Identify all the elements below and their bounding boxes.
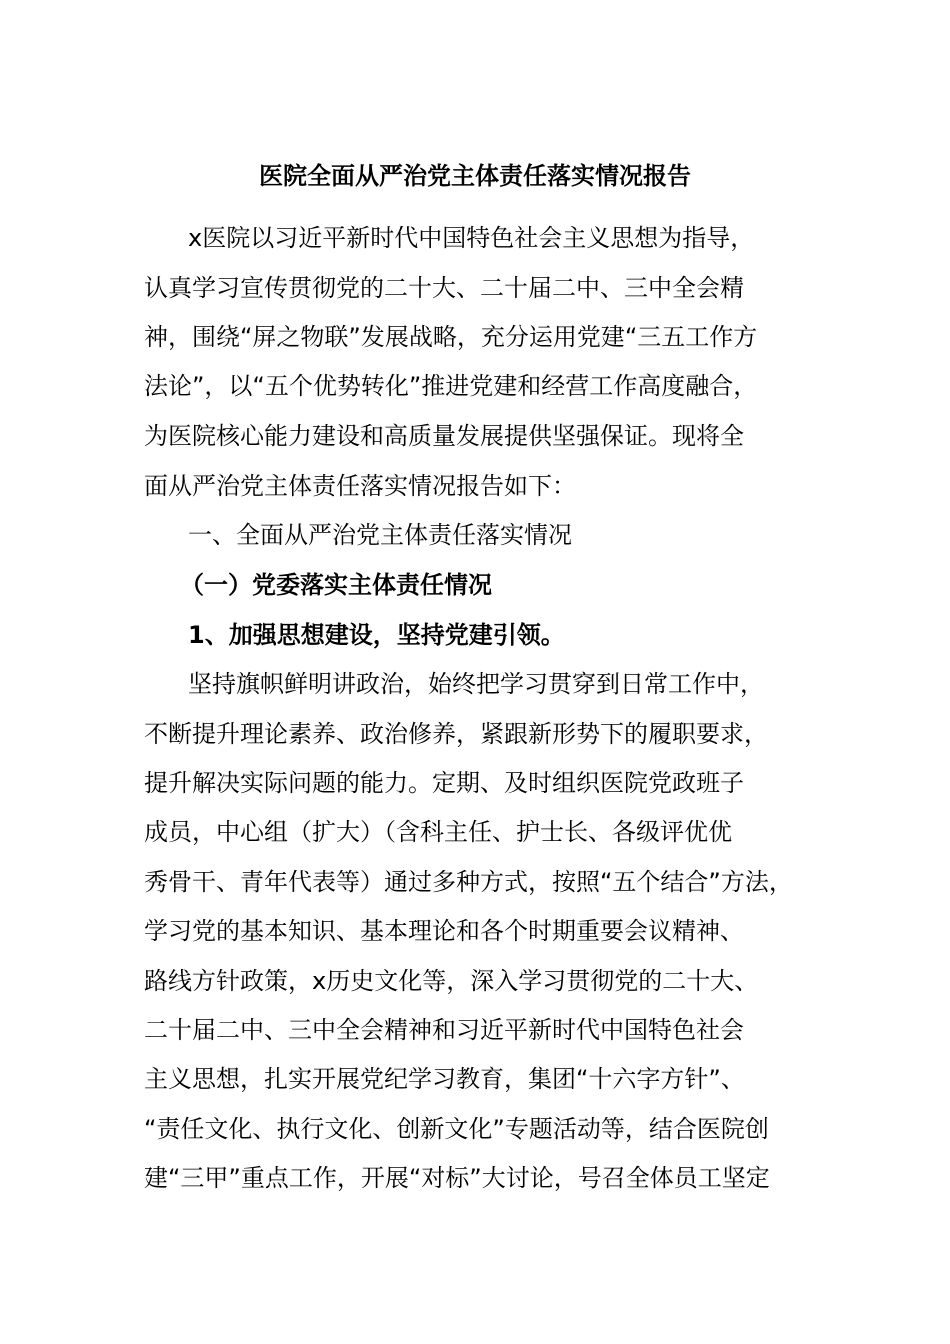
body-line: 建“三甲”重点工作，开展“对标”大讨论，号召全体员工坚定 <box>144 1164 770 1192</box>
body-line: 路线方针政策，x历史文化等，深入学习贯彻党的二十大、 <box>144 967 759 995</box>
intro-line: 认真学习宣传贯彻党的二十大、二十届二中、三中全会精 <box>144 274 744 302</box>
item-heading: 1、加强思想建设，坚持党建引领。 <box>188 621 565 649</box>
body-line: 秀骨干、青年代表等）通过多种方式，按照“五个结合”方法， <box>144 868 793 896</box>
subsection-heading: （一）党委落实主体责任情况 <box>180 571 492 599</box>
body-line: 坚持旗帜鲜明讲政治，始终把学习贯穿到日常工作中， <box>188 670 764 698</box>
body-line: 提升解决实际问题的能力。定期、及时组织医院党政班子 <box>144 769 744 797</box>
document-title: 医院全面从严治党主体责任落实情况报告 <box>259 162 691 190</box>
body-line: 成员，中心组（扩大）（含科主任、护士长、各级评优优 <box>144 818 732 846</box>
body-line: 主义思想，扎实开展党纪学习教育，集团“十六字方针”、 <box>144 1065 745 1093</box>
intro-line: x医院以习近平新时代中国特色社会主义思想为指导， <box>188 224 755 252</box>
intro-line: 面从严治党主体责任落实情况报告如下： <box>144 472 576 500</box>
body-line: 不断提升理论素养、政治修养，紧跟新形势下的履职要求， <box>144 720 768 748</box>
body-line: 二十届二中、三中全会精神和习近平新时代中国特色社会 <box>144 1016 744 1044</box>
intro-line: 法论”，以“五个优势转化”推进党建和经营工作高度融合， <box>144 372 758 400</box>
intro-line: 神，围绕“屏之物联”发展战略，充分运用党建“三五工作方 <box>144 323 758 351</box>
body-line: 学习党的基本知识、基本理论和各个时期重要会议精神、 <box>144 917 744 945</box>
section-heading: 一、全面从严治党主体责任落实情况 <box>188 521 572 549</box>
body-line: “责任文化、执行文化、创新文化”专题活动等，结合医院创 <box>144 1115 769 1143</box>
intro-line: 为医院核心能力建设和高质量发展提供坚强保证。现将全 <box>144 422 744 450</box>
